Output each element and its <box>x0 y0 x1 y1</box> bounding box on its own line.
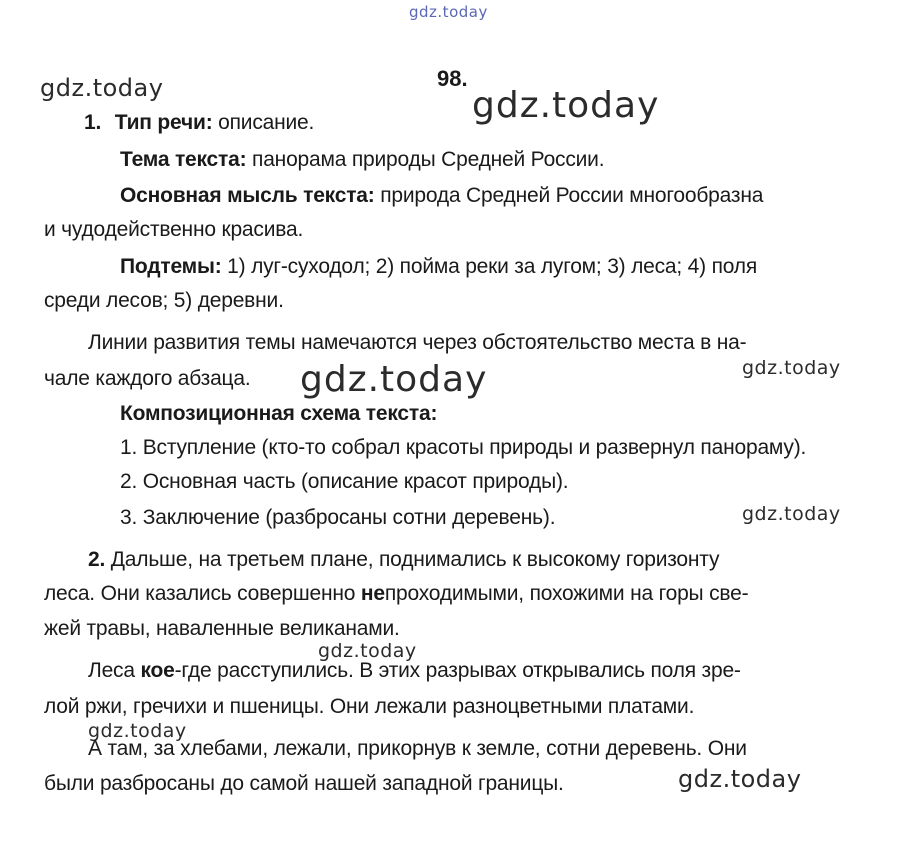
main-idea-continuation: и чудодейственно красива. <box>44 218 304 241</box>
task2-text: проходимыми, похожими на горы све- <box>384 582 749 605</box>
subthemes-line <box>120 254 757 280</box>
task2-text: леса. Они казались совершенно <box>44 582 361 605</box>
main-idea-value: природа Средней России многообразна <box>380 184 764 207</box>
watermark: gdz.today <box>678 765 802 793</box>
task2-number: 2. <box>88 548 106 571</box>
task2-text: Леса <box>88 659 141 682</box>
subthemes-continuation: среди лесов; 5) деревни. <box>44 289 284 312</box>
task2-line: жей травы, наваленные великанами. <box>44 617 400 640</box>
watermark: gdz.today <box>318 640 417 662</box>
theme-label: Тема текста: <box>120 148 247 171</box>
task2-text: Дальше, на третьем плане, поднимались к высокому горизонту <box>110 548 720 571</box>
watermark: gdz.today <box>472 85 660 126</box>
composition-item: 3. Заключение (разбросаны сотни деревень). <box>120 506 556 529</box>
watermark: gdz.today <box>742 503 841 525</box>
main-idea-line <box>120 183 763 209</box>
task2-highlight: не <box>360 582 385 605</box>
exercise-number: 98. <box>437 66 468 91</box>
watermark: gdz.today <box>742 357 841 379</box>
composition-item: 1. Вступление (кто-то собрал красоты природы и развернул панораму). <box>120 436 807 459</box>
speech-type-value: описание. <box>218 111 315 134</box>
task2-line <box>88 658 741 684</box>
task1-number: 1. <box>84 111 102 134</box>
watermark: gdz.today <box>300 359 488 400</box>
speech-type-label: Тип речи: <box>114 111 213 134</box>
task2-line: А там, за хлебами, лежали, прикорнув к земле, сотни деревень. Они <box>88 737 747 760</box>
subthemes-label: Подтемы: <box>120 255 222 278</box>
watermark: gdz.today <box>409 3 488 21</box>
composition-item: 2. Основная часть (описание красот природы). <box>120 470 569 493</box>
watermark: gdz.today <box>88 720 187 742</box>
development-line: Линии развития темы намечаются через обстоятельство места в на- <box>88 331 747 354</box>
watermark: gdz.today <box>40 74 164 102</box>
task2-highlight: кое <box>140 659 175 682</box>
subthemes-value: 1) луг-суходол; 2) пойма реки за лугом; 3) леса; 4) поля <box>227 255 757 278</box>
task2-line: были разбросаны до самой нашей западной границы. <box>44 772 564 795</box>
composition-label: Композиционная схема текста: <box>120 402 438 425</box>
theme-value: панорама природы Средней России. <box>252 148 605 171</box>
task1-speech-type-line <box>84 110 314 136</box>
task2-text: -где расступились. В этих разрывах открывались поля зре- <box>174 659 741 682</box>
development-continuation: чале каждого абзаца. <box>44 367 251 390</box>
task2-line <box>88 547 719 573</box>
task2-line: лой ржи, гречихи и пшеницы. Они лежали разноцветными платами. <box>44 695 695 718</box>
task2-line <box>44 581 748 607</box>
theme-line <box>120 147 604 173</box>
main-idea-label: Основная мысль текста: <box>120 184 375 207</box>
